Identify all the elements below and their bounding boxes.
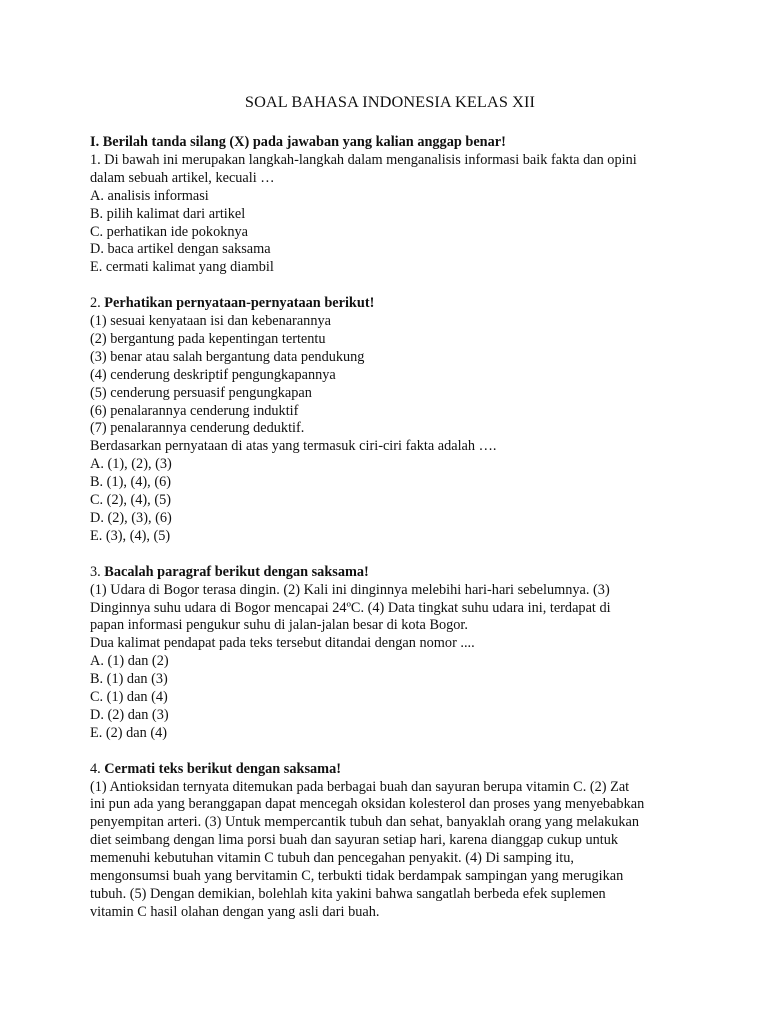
question-4-paragraph-line: penyempitan arteri. (3) Untuk mempercantik tubuh dan sehat, banyaklah orang yang melakukan (90, 814, 640, 831)
question-1-option-c: C. perhatikan ide pokoknya (90, 223, 249, 240)
question-4-paragraph-line: vitamin C hasil olahan dengan yang asli dari buah. (90, 903, 380, 920)
question-2-heading: Perhatikan pernyataan-pernyataan berikut! (104, 295, 375, 312)
question-4-paragraph-line: ini pun ada yang beranggapan dapat mencegah oksidan kolesterol dan proses yang menyebabkan (90, 796, 645, 813)
question-3-paragraph-line: Dinginnya suhu udara di Bogor mencapai 24ºC. (4) Data tingkat suhu udara ini, terdapat di (90, 599, 611, 616)
question-2-option-b: B. (1), (4), (6) (90, 474, 171, 491)
question-4-number: 4. (90, 760, 105, 777)
question-1-stem-line: 1. Di bawah ini merupakan langkah-langkah dalam menganalisis informasi baik fakta dan opini (90, 151, 637, 168)
question-2-statement-5: (5) cenderung persuasif pengungkapan (90, 384, 312, 401)
question-4-paragraph-line: tubuh. (5) Dengan demikian, bolehlah kita yakini bahwa sangatlah berbeda efek suplemen (90, 886, 606, 903)
question-2-statement-1: (1) sesuai kenyataan isi dan kebenarannya (90, 313, 331, 330)
question-3-option-e: E. (2) dan (4) (90, 724, 168, 741)
question-4-paragraph-line: mengonsumsi buah yang bervitamin C, terbukti tidak berdampak sampingan yang merugikan (90, 868, 624, 885)
question-1-option-b: B. pilih kalimat dari artikel (90, 205, 246, 222)
question-4-heading: Cermati teks berikut dengan saksama! (104, 760, 341, 777)
question-2-option-c: C. (2), (4), (5) (90, 492, 171, 509)
question-3-option-c: C. (1) dan (4) (90, 689, 168, 706)
question-3-heading: Bacalah paragraf berikut dengan saksama! (104, 563, 369, 580)
spacer (90, 743, 690, 761)
question-3-option-d: D. (2) dan (3) (90, 706, 169, 723)
question-2-statement-7: (7) penalarannya cenderung deduktif. (90, 420, 305, 437)
question-3 (90, 564, 690, 743)
question-2-statement-2: (2) bergantung pada kepentingan tertentu (90, 330, 326, 347)
question-1 (90, 152, 690, 277)
question-4-paragraph-line: diet seimbang dengan lima porsi buah dan sayuran setiap hari, karena dianggap cukup untuk (90, 832, 619, 849)
question-2-statement-6: (6) penalarannya cenderung induktif (90, 402, 299, 419)
question-2-option-a: A. (1), (2), (3) (90, 456, 172, 473)
question-2-option-d: D. (2), (3), (6) (90, 510, 172, 527)
question-3-number: 3. (90, 563, 105, 580)
spacer (90, 277, 690, 295)
question-4-paragraph-line: (1) Antioksidan ternyata ditemukan pada berbagai buah dan sayuran berupa vitamin C. (2) Zat (90, 778, 630, 795)
question-2-heading-line (90, 295, 690, 313)
question-3-option-a: A. (1) dan (2) (90, 653, 169, 670)
question-3-paragraph-line: (1) Udara di Bogor terasa dingin. (2) Kali ini dinginnya melebihi hari-hari sebelumnya. (3) (90, 581, 610, 598)
document-title: SOAL BAHASA INDONESIA KELAS XII (244, 92, 536, 111)
question-2-statement-3: (3) benar atau salah bergantung data pendukung (90, 348, 365, 365)
section-instruction: I. Berilah tanda silang (X) pada jawaban yang kalian anggap benar! (90, 134, 506, 150)
question-4 (90, 761, 690, 922)
question-4-heading-line (90, 761, 690, 779)
question-1-option-e: E. cermati kalimat yang diambil (90, 259, 274, 276)
question-2-number: 2. (90, 295, 105, 312)
question-1-option-a: A. analisis informasi (90, 187, 209, 204)
spacer (90, 546, 690, 564)
document-page (90, 92, 690, 922)
question-2-question: Berdasarkan pernyataan di atas yang termasuk ciri-ciri fakta adalah …. (90, 438, 497, 455)
question-2 (90, 295, 690, 546)
question-2-option-e: E. (3), (4), (5) (90, 527, 171, 544)
question-3-option-b: B. (1) dan (3) (90, 671, 168, 688)
question-1-option-d: D. baca artikel dengan saksama (90, 241, 271, 258)
question-3-paragraph-line: papan informasi pengukur suhu di jalan-jalan besar di kota Bogor. (90, 617, 468, 634)
question-3-question: Dua kalimat pendapat pada teks tersebut ditandai dengan nomor .... (90, 635, 475, 652)
question-1-stem-line: dalam sebuah artikel, kecuali … (90, 169, 275, 186)
question-3-heading-line (90, 564, 690, 582)
question-4-paragraph-line: memenuhi kebutuhan vitamin C tubuh dan pencegahan penyakit. (4) Di samping itu, (90, 850, 574, 867)
question-2-statement-4: (4) cenderung deskriptif pengungkapannya (90, 366, 336, 383)
